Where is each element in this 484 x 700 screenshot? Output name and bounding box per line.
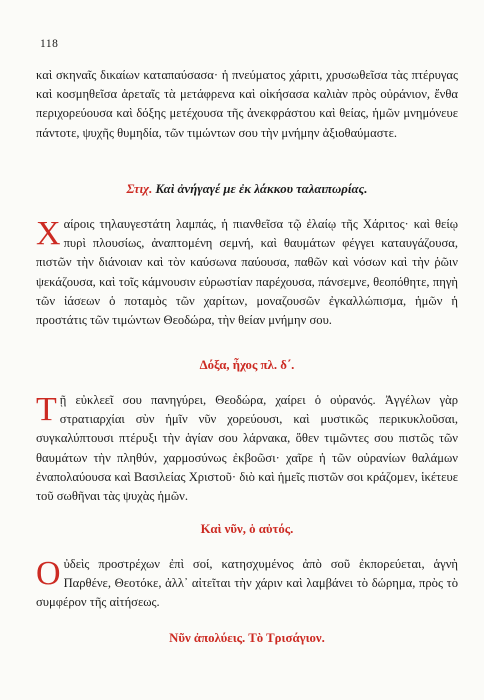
rubric-heading-doxa: Δόξα, ἦχος πλ. δ΄.	[199, 358, 295, 372]
rubric-heading-nyn-apolyeis: Νῦν ἀπολύεις. Τὸ Τρισάγιον.	[169, 631, 325, 645]
hymn-text: ὐδεὶς προστρέχων ἐπὶ σοί, κατησχυμένος ἀπὸ σοῦ ἐκπορεύεται, ἁγνὴ Παρθένε, Θεοτόκε, ἀλλ᾽ αἰτεῖται τὴν χάριν καὶ λαμβάνει τὸ δώρημα, πρὸς τὸ συμφέρον τῆς αἰτήσεως.	[36, 557, 458, 610]
hymn-chairois	[36, 215, 458, 330]
drop-cap-initial: Τ	[36, 391, 57, 428]
hymn-text: ῇ εὐκλεεῖ σου πανηγύρει, Θεοδώρα, χαίρει ὁ οὐρανός. Ἀγγέλων γὰρ στρατιαρχίαι σὺν ἡμῖν νῦν χορεύουσι, καὶ μυστικῶς περικυκλοῦσαι, συγκαλύπτουσι πτέρυξι τὴν ἁγίαν σου λάρνακα, ὅθεν τιμῶντες σου πιστῶς τῶν θαυμάτων τὴν πληθύν, χαρμοσύνως ἐκβοῶσι· χαῖρε ἡ τῶν οὐρανίων θαλάμων ἐναπολαύουσα καὶ Βασιλείας Χριστοῦ· διὸ καὶ ἡμεῖς πιστῶν σοι κράζομεν, ἱκέτευε τοῦ σωθῆναι τὰς ψυχὰς ἡμῶν.	[36, 393, 458, 504]
rubric-label: Στιχ.	[126, 182, 153, 196]
rubric-verse: Καὶ ἀνήγαγέ με ἐκ λάκκου ταλαιπωρίας.	[155, 182, 368, 196]
paragraph-continuation: καὶ σκηναῖς δικαίων καταπαύσασα· ἡ πνεύματος χάριτι, χρυσωθεῖσα τὰς πτέρυγας καὶ κοσμηθεῖσα ἀρεταῖς τὰ μετάφρενα καὶ οἰκήσασα καλιὰν πρὸς οὐράνιον, ἔνθα περιχορεύουσα καὶ δόξης μετέχουσα τῆς ἀνεκφράστου καὶ θείας, ἡμῶν μνημόνευε πάντοτε, ψυχῆς θυμηδία, τῶν τιμώντων σου τὴν μνήμην ἀξιοθαύμαστε.	[36, 68, 458, 140]
rubric-heading-kai-nyn: Καὶ νῦν, ὁ αὐτός.	[200, 522, 294, 536]
hymn-text: αίροις τηλαυγεστάτη λαμπάς, ἡ πιανθεῖσα τῷ ἐλαίῳ τῆς Χάριτος· καὶ θείῳ πυρὶ πλουσίως, ἀναπτομένη σεμνή, καὶ θαυμάτων φέγγει καταυγάζουσα, πιστῶν τὴν διάνοιαν καὶ τὸν καύσωνα παύουσα, παθῶν καὶ νόσων καὶ τὴν ῥῶιν ψεκάζουσα, καὶ τοῖς κάμνουσιν εὐρωστίαν παρέχουσα, πάνσεμνε, θεοπόθητε, πηγὴ τῶν ἰάσεων ὁ ποταμὸς τῶν χαρίτων, μοναζουσῶν ἐγκαλλώπισμα, ἡμῶν ἡ προστάτις τῶν τιμώντων Θεοδώρα, τὴν θείαν μνήμην σου.	[36, 217, 458, 328]
drop-cap-initial: Ο	[36, 555, 61, 592]
drop-cap-initial: Χ	[36, 215, 61, 252]
hymn-doxa	[36, 391, 458, 506]
page-number: 118	[40, 38, 59, 50]
hymn-theotokion	[36, 555, 458, 613]
rubric-heading-stich	[36, 182, 458, 197]
